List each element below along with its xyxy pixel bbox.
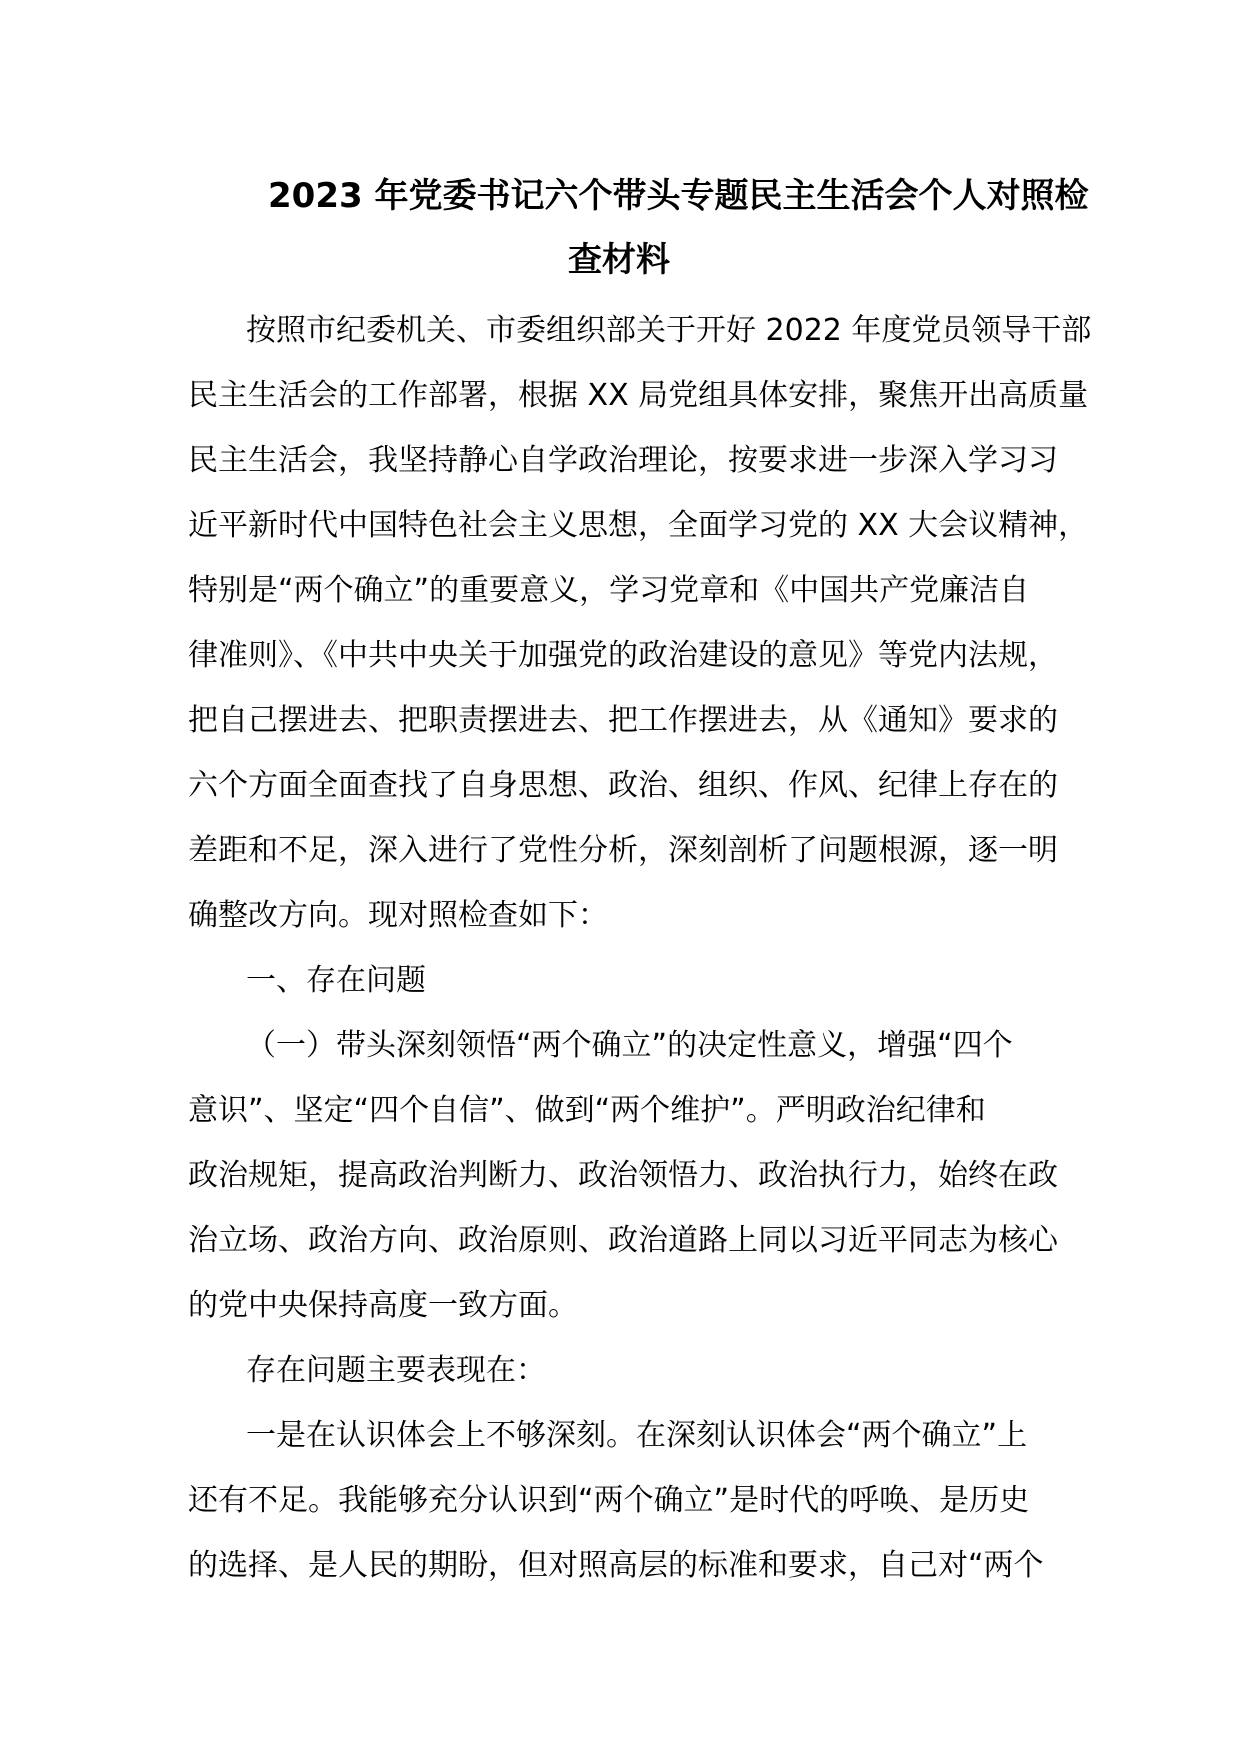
paragraph-line: 民主生活会，我坚持静心自学政治理论，按要求进一步深入学习习 (188, 443, 1058, 478)
paragraph-line: 治立场、政治方向、政治原则、政治道路上同以习近平同志为核心 (188, 1223, 1058, 1258)
paragraph-line: 一是在认识体会上不够深刻。在深刻认识体会“两个确立”上 (246, 1418, 1028, 1453)
paragraph-line: 民主生活会的工作部署，根据 XX 局党组具体安排，聚焦开出高质量 (188, 378, 1089, 413)
paragraph-line: 差距和不足，深入进行了党性分析，深刻剖析了问题根源，逐一明 (188, 833, 1058, 868)
title-line: 2023 年党委书记六个带头专题民主生活会个人对照检 (268, 176, 1089, 216)
paragraph-line: 按照市纪委机关、市委组织部关于开好 2022 年度党员领导干部 (246, 313, 1092, 348)
document-title (240, 164, 1089, 292)
section-heading: 一、存在问题 (246, 963, 426, 998)
paragraph-line: 的党中央保持高度一致方面。 (188, 1288, 578, 1323)
paragraph-line: 六个方面全面查找了自身思想、政治、组织、作风、纪律上存在的 (188, 768, 1058, 803)
paragraph-line: 把自己摆进去、把职责摆进去、把工作摆进去，从《通知》要求的 (188, 703, 1058, 738)
paragraph-line: 确整改方向。现对照检查如下： (188, 898, 608, 933)
document-body (188, 298, 1092, 1598)
paragraph-line: 律准则》、《中共中央关于加强党的政治建设的意见》等党内法规， (188, 638, 1058, 673)
paragraph-line: 还有不足。我能够充分认识到“两个确立”是时代的呼唤、是历史 (188, 1483, 1030, 1518)
paragraph-line: 存在问题主要表现在： (246, 1353, 546, 1388)
title-line: 查材料 (568, 240, 670, 280)
paragraph-line: 政治规矩，提高政治判断力、政治领悟力、政治执行力，始终在政 (188, 1158, 1058, 1193)
paragraph-line: 特别是“两个确立”的重要意义，学习党章和《中国共产党廉洁自 (188, 573, 1030, 608)
paragraph-line: 近平新时代中国特色社会主义思想，全面学习党的 XX 大会议精神， (188, 508, 1089, 543)
paragraph-line: 的选择、是人民的期盼，但对照高层的标准和要求，自己对“两个 (188, 1548, 1044, 1583)
paragraph-line: 意识”、坚定“四个自信”、做到“两个维护”。严明政治纪律和 (188, 1093, 986, 1128)
paragraph-line: （一）带头深刻领悟“两个确立”的决定性意义，增强“四个 (246, 1028, 1013, 1063)
